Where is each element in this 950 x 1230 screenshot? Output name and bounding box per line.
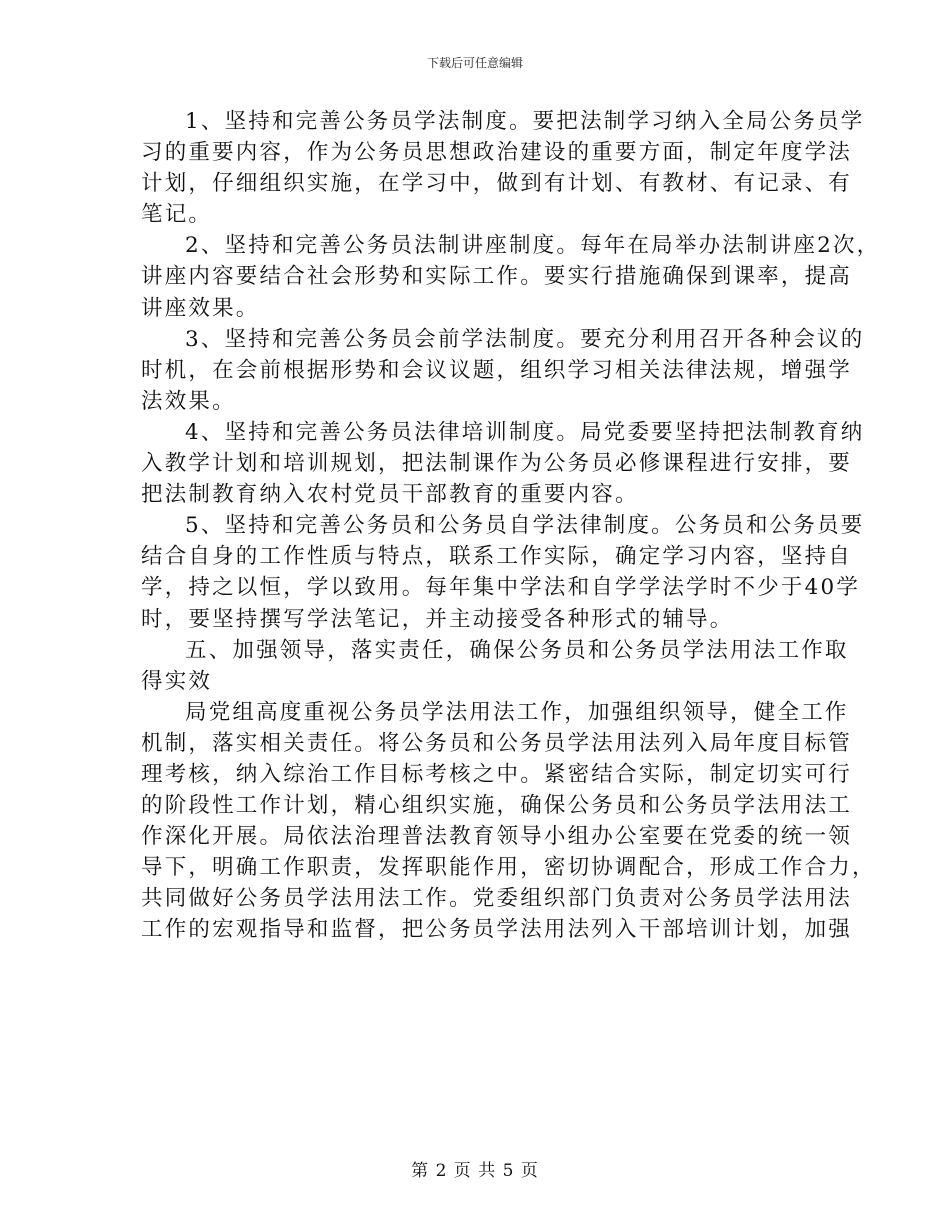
text-line: 1、坚持和完善公务员学法制度。要把法制学习纳入全局公务员学 [185, 109, 865, 134]
text-line: 局党组高度重视公务员学法用法工作，加强组织领导，健全工作 [185, 699, 849, 725]
text-line: 讲座内容要结合社会形势和实际工作。要实行措施确保到课率，提高 [141, 264, 853, 290]
document-body [141, 106, 881, 946]
text-line: 导下，明确工作职责，发挥职能作用，密切协调配合，形成工作合力， [141, 855, 876, 881]
text-line: 理考核，纳入综治工作目标考核之中。紧密结合实际，制定切实可行 [141, 761, 853, 787]
text-line: 机制，落实相关责任。将公务员和公务员学法用法列入局年度目标管 [141, 730, 853, 756]
text-line: 4、坚持和完善公务员法律培训制度。局党委要坚持把法制教育纳 [185, 419, 865, 445]
text-line: 笔记。 [141, 202, 213, 228]
text-line: 法效果。 [141, 388, 236, 414]
text-line: 2、坚持和完善公务员法制讲座制度。每年在局举办法制讲座2次， [185, 233, 881, 259]
text-line: 的阶段性工作计划，精心组织实施，确保公务员和公务员学法用法工 [141, 793, 853, 819]
text-line: 学，持之以恒，学以致用。每年集中学法和自学学法学时不少于40学 [141, 575, 861, 601]
text-line: 把法制教育纳入农村党员干部教育的重要内容。 [141, 482, 639, 508]
text-line: 时机，在会前根据形势和会议议题，组织学习相关法律法规，增强学 [141, 357, 853, 383]
text-line: 3、坚持和完善公务员会前学法制度。要充分利用召开各种会议的 [185, 326, 865, 352]
text-line: 5、坚持和完善公务员和公务员自学法律制度。公务员和公务员要 [185, 513, 865, 539]
text-line: 五、加强领导，落实责任，确保公务员和公务员学法用法工作取 [185, 637, 849, 663]
text-line: 工作的宏观指导和监督，把公务员学法用法列入干部培训计划，加强 [141, 917, 853, 943]
text-line: 得实效 [141, 668, 213, 694]
text-line: 作深化开展。局依法治理普法教育领导小组办公室要在党委的统一领 [141, 824, 853, 850]
text-line: 结合自身的工作性质与特点，联系工作实际，确定学习内容，坚持自 [141, 544, 853, 570]
text-line: 共同做好公务员学法用法工作。党委组织部门负责对公务员学法用法 [141, 886, 853, 912]
text-line: 习的重要内容，作为公务员思想政治建设的重要方面，制定年度学法 [141, 140, 853, 166]
page-footer: 第 2 页 共 5 页 [411, 1161, 539, 1181]
page-header: 下载后可任意编辑 [426, 56, 523, 70]
text-line: 计划，仔细组织实施，在学习中，做到有计划、有教材、有记录、有 [141, 171, 853, 197]
text-line: 入教学计划和培训规划，把法制课作为公务员必修课程进行安排，要 [141, 451, 853, 477]
text-line: 时，要坚持撰写学法笔记，并主动接受各种形式的辅导。 [141, 606, 734, 632]
text-line: 讲座效果。 [141, 295, 260, 321]
